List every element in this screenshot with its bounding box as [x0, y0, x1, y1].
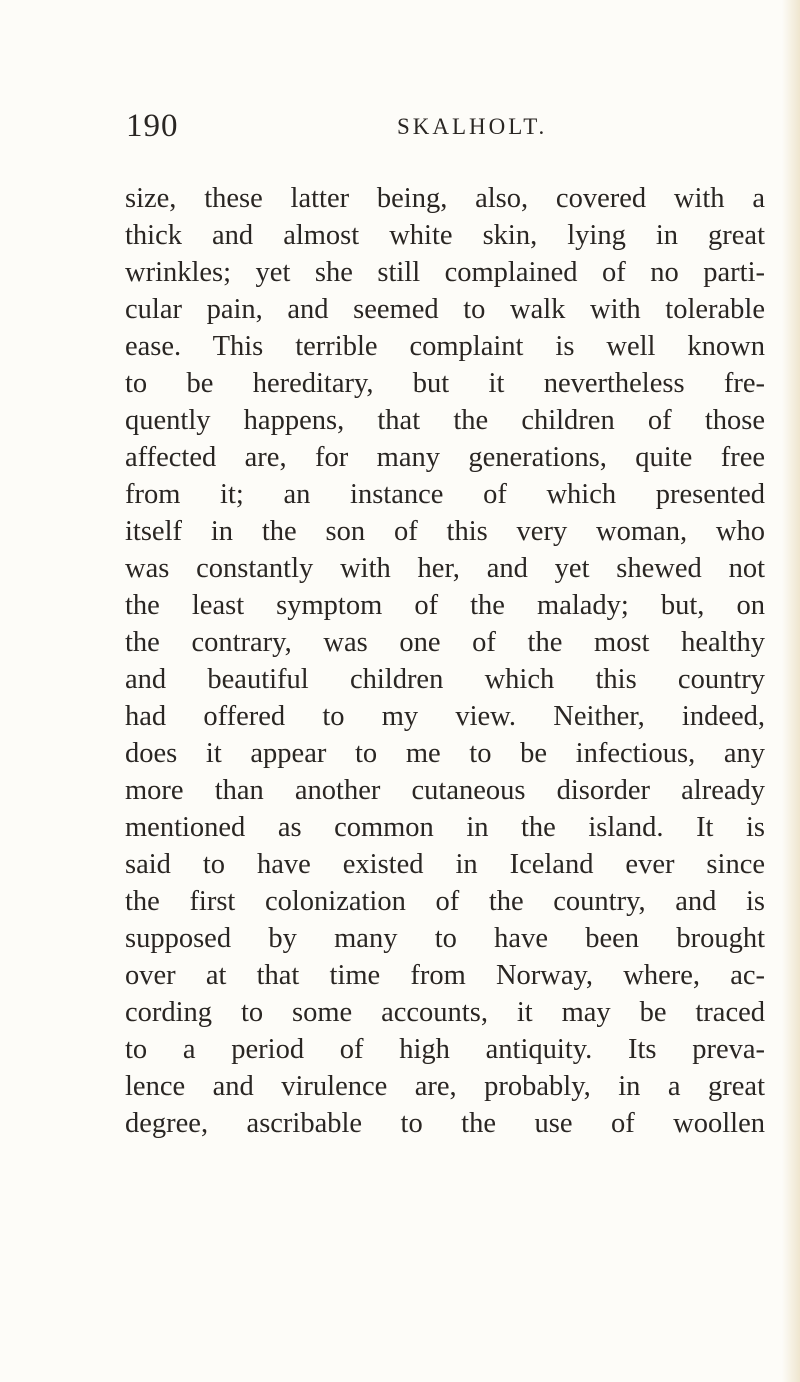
- text-line: said to have existed in Iceland ever since: [125, 849, 765, 880]
- text-line: affected are, for many generations, quite free: [125, 442, 765, 473]
- text-line: thick and almost white skin, lying in great: [125, 220, 765, 251]
- text-line: ease. This terrible complaint is well known: [125, 331, 765, 362]
- text-line: to a period of high antiquity. Its preva-: [125, 1034, 765, 1065]
- running-title: SKALHOLT.: [397, 114, 548, 139]
- text-line: supposed by many to have been brought: [125, 923, 765, 954]
- text-line: over at that time from Norway, where, ac-: [125, 960, 765, 991]
- text-line: itself in the son of this very woman, who: [125, 516, 765, 547]
- text-line: the least symptom of the malady; but, on: [125, 590, 765, 621]
- text-line: the contrary, was one of the most healthy: [125, 627, 765, 658]
- text-line: more than another cutaneous disorder already: [125, 775, 765, 806]
- text-line: cular pain, and seemed to walk with tolerable: [125, 294, 765, 325]
- text-line: lence and virulence are, probably, in a great: [125, 1071, 765, 1102]
- text-line: from it; an instance of which presented: [125, 479, 765, 510]
- text-line: quently happens, that the children of those: [125, 405, 765, 436]
- text-line: wrinkles; yet she still complained of no parti-: [125, 257, 765, 288]
- text-line: the first colonization of the country, and is: [125, 886, 765, 917]
- text-line: to be hereditary, but it nevertheless fre-: [125, 368, 765, 399]
- text-line: was constantly with her, and yet shewed not: [125, 553, 765, 584]
- text-line: had offered to my view. Neither, indeed,: [125, 701, 765, 732]
- text-line: degree, ascribable to the use of woollen: [125, 1108, 765, 1139]
- running-head: [126, 103, 686, 149]
- text-line: does it appear to me to be infectious, any: [125, 738, 765, 769]
- text-line: and beautiful children which this country: [125, 664, 765, 695]
- text-line: cording to some accounts, it may be traced: [125, 997, 765, 1028]
- body-text: [125, 180, 765, 1142]
- page-number: 190: [126, 108, 179, 144]
- text-line: mentioned as common in the island. It is: [125, 812, 765, 843]
- page-edge-shadow: [782, 0, 800, 1382]
- text-line: size, these latter being, also, covered with a: [125, 183, 765, 214]
